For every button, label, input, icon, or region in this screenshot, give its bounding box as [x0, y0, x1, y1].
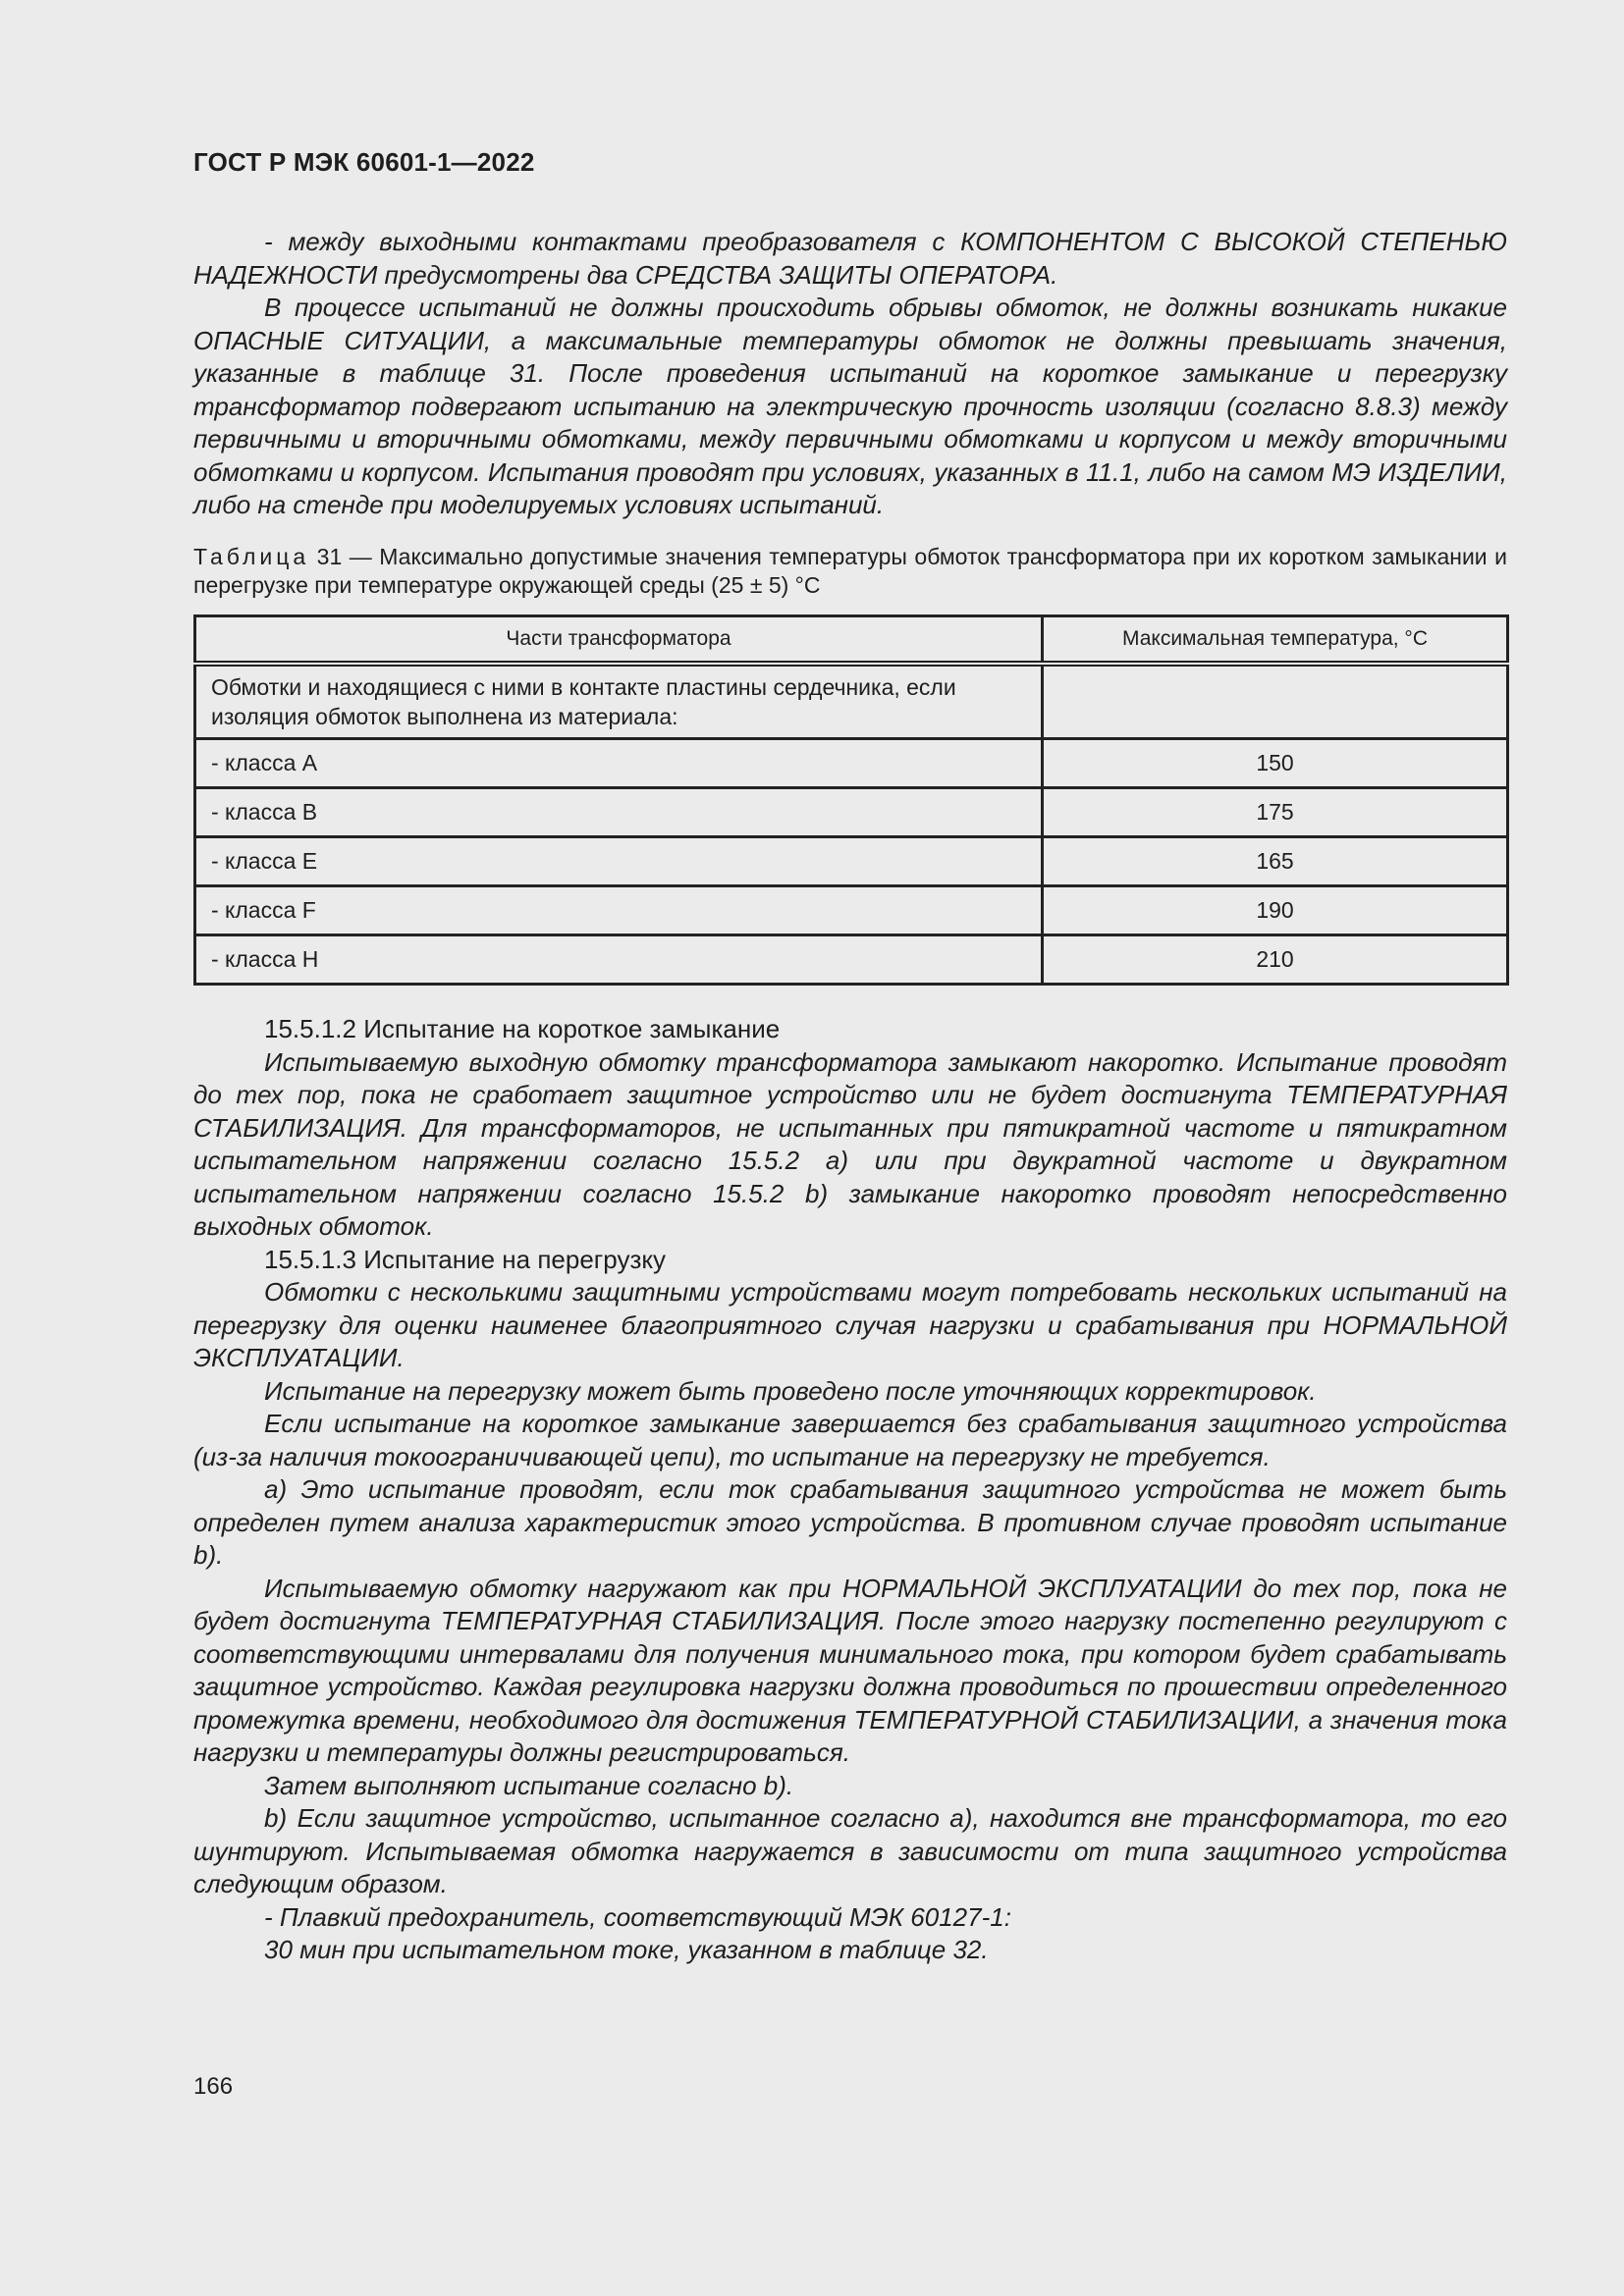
table-row-lead [195, 664, 1508, 739]
table-cell-temp: 150 [1043, 739, 1508, 788]
table-cell-temp: 190 [1043, 886, 1508, 935]
table-cell-part: - класса Н [195, 935, 1043, 985]
paragraph: Если испытание на короткое замыкание завершается без срабатывания защитного устройства (из-за наличия токоограничивающей цепи), то испытание на перегрузку не требуется. [193, 1409, 1507, 1471]
list-item-fuse: - Плавкий предохранитель, соответствующий МЭК 60127-1: [264, 1901, 1011, 1932]
page-number: 166 [193, 2073, 234, 2100]
table-31 [193, 614, 1509, 986]
table-cell-temp: 175 [1043, 788, 1508, 837]
paragraph: - между выходными контактами преобразователя с КОМПОНЕНТОМ С ВЫСОКОЙ СТЕПЕНЬЮ НАДЕЖНОСТИ предусмотрены два СРЕДСТВА ЗАЩИТЫ ОПЕРАТОРА. [193, 227, 1507, 290]
column-header-max-temp: Максимальная температура, °С [1043, 616, 1508, 665]
paragraph-item-b: b) Если защитное устройство, испытанное согласно a), находится вне трансформатора, то его шунтируют. Испытываемая обмотка нагружается в зависимости от типа защитного устройства следующим образом. [193, 1803, 1507, 1898]
document-header: ГОСТ Р МЭК 60601-1—2022 [193, 147, 535, 177]
paragraph: Обмотки с несколькими защитными устройствами могут потребовать нескольких испытаний на перегрузку для оценки наименее благоприятного случая нагрузки и срабатывания при НОРМАЛЬНОЙ ЭКСПЛУАТАЦИИ. [193, 1277, 1507, 1372]
table-row [195, 837, 1508, 886]
table-cell-temp: 165 [1043, 837, 1508, 886]
column-header-parts: Части трансформатора [195, 616, 1043, 665]
table-row [195, 788, 1508, 837]
intro-text [193, 226, 1507, 522]
section-heading-15-5-1-2: 15.5.1.2 Испытание на короткое замыкание [264, 1014, 781, 1043]
paragraph-item-a: a) Это испытание проводят, если ток срабатывания защитного устройства не может быть определен путем анализа характеристик этого устройства. В противном случае проводят испытание b). [193, 1474, 1507, 1570]
table-cell-empty [1043, 664, 1508, 739]
paragraph: Испытание на перегрузку может быть проведено после уточняющих корректировок. [264, 1375, 1317, 1406]
table-cell-temp: 210 [1043, 935, 1508, 985]
paragraph: Испытываемую выходную обмотку трансформатора замыкают накоротко. Испытание проводят до тех пор, пока не сработает защитное устройство или не будет достигнута ТЕМПЕРАТУРНАЯ СТАБИЛИЗАЦИЯ. Для трансформаторов, не испытанных при пятикратной частоте и пятикратном испытательном напряжении согласно 15.5.2 a) или при двукратной частоте и двукратном испытательном напряжении согласно 15.5.2 b) замыкание накоротко проводят непосредственно выходных обмоток. [193, 1046, 1507, 1241]
table-cell-part: Обмотки и находящиеся с ними в контакте пластины сердечника, если изоляция обмоток выполнена из материала: [195, 664, 1043, 739]
section-heading-15-5-1-3: 15.5.1.3 Испытание на перегрузку [264, 1244, 667, 1274]
table-header-row [195, 616, 1508, 665]
table-caption-text: 31 — Максимально допустимые значения температуры обмоток трансформатора при их коротком замыкании и перегрузке при температуре окружающей среды (25 ± 5) °С [193, 544, 1507, 598]
table-caption [193, 543, 1507, 600]
table-cell-part: - класса А [195, 739, 1043, 788]
table-row [195, 935, 1508, 985]
table-cell-part: - класса F [195, 886, 1043, 935]
paragraph: Испытываемую обмотку нагружают как при НОРМАЛЬНОЙ ЭКСПЛУАТАЦИИ до тех пор, пока не будет достигнута ТЕМПЕРАТУРНАЯ СТАБИЛИЗАЦИЯ. После этого нагрузку постепенно регулируют с соответствующими интервалами для получения минимального тока, при котором будет срабатывать защитное устройство. Каждая регулировка нагрузки должна проводиться по прошествии определенного промежутка времени, необходимого для достижения ТЕМПЕРАТУРНОЙ СТАБИЛИЗАЦИИ, а значения тока нагрузки и температуры должны регистрироваться. [193, 1573, 1507, 1767]
paragraph: Затем выполняют испытание согласно b). [264, 1770, 794, 1800]
table-row [195, 886, 1508, 935]
table-caption-label: Таблица [193, 544, 310, 569]
paragraph: В процессе испытаний не должны происходить обрывы обмоток, не должны возникать никакие ОПАСНЫЕ СИТУАЦИИ, а максимальные температуры обмоток не должны превышать значения, указанные в таблице 31. После проведения испытаний на короткое замыкание и перегрузку трансформатор подвергают испытанию на электрическую прочность изоляции (согласно 8.8.3) между первичными и вторичными обмотками, между первичными обмотками и корпусом и между вторичными обмотками и корпусом. Испытания проводят при условиях, указанных в 11.1, либо на самом МЭ ИЗДЕЛИИ, либо на стенде при моделируемых условиях испытаний. [193, 293, 1507, 519]
table-row [195, 739, 1508, 788]
table-cell-part: - класса В [195, 788, 1043, 837]
table-cell-part: - класса Е [195, 837, 1043, 886]
main-text [193, 1013, 1507, 1967]
paragraph: 30 мин при испытательном токе, указанном в таблице 32. [264, 1935, 989, 1964]
